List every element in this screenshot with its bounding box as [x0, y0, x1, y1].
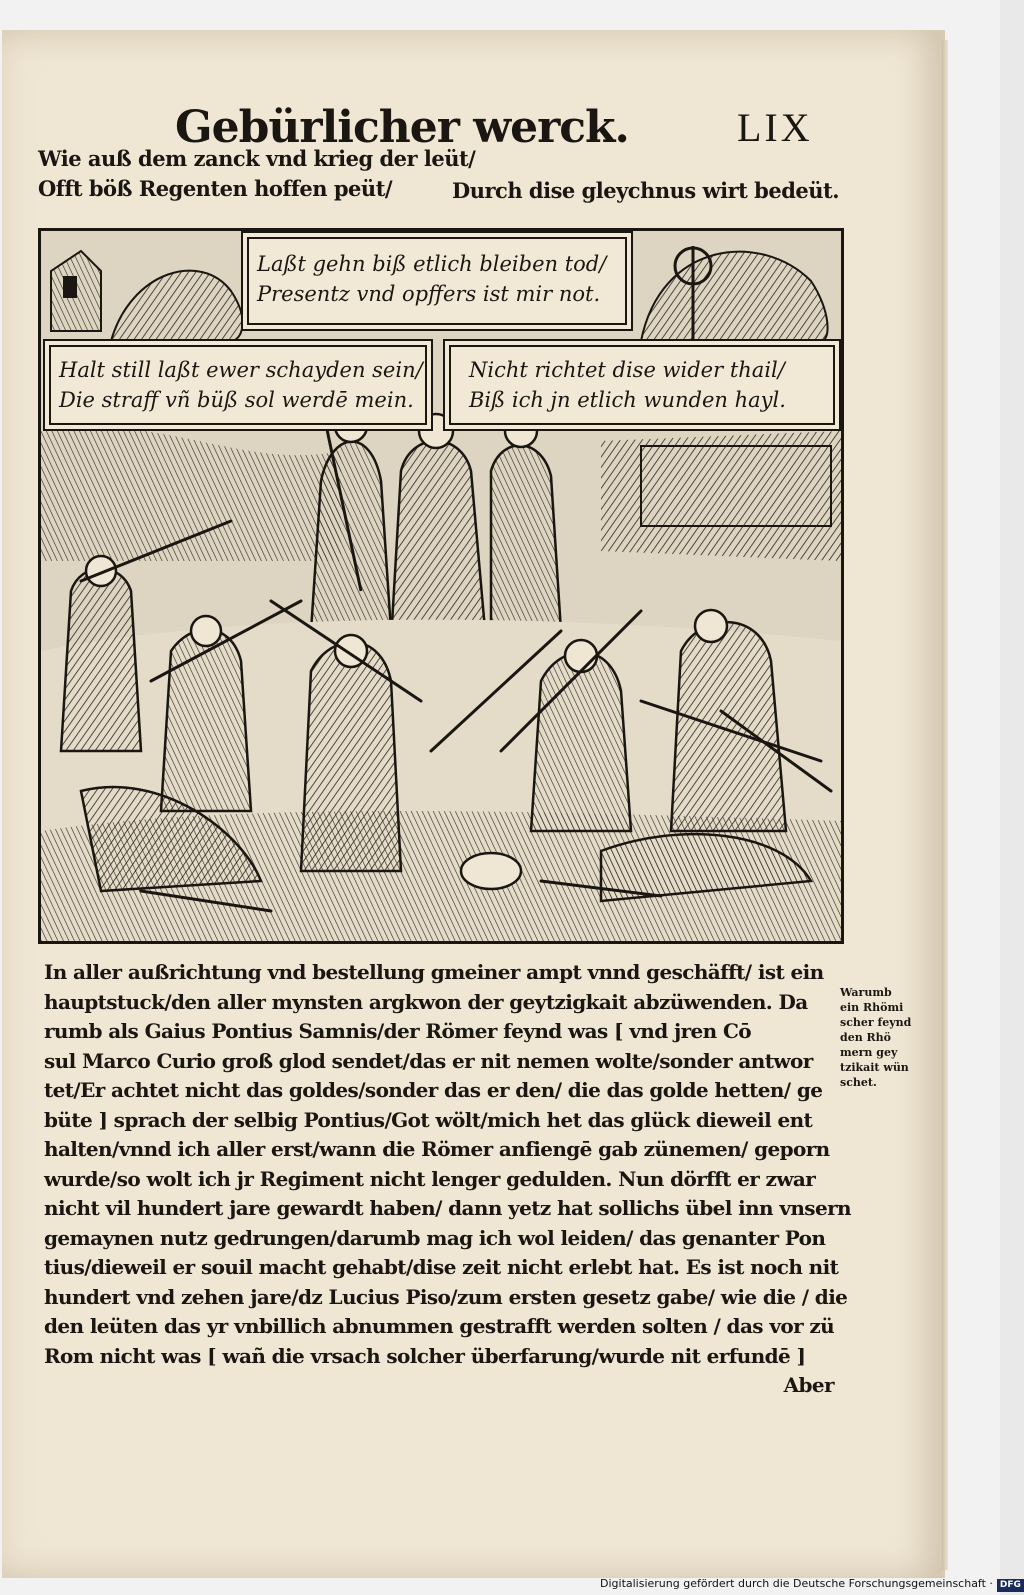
verse-line-1: Wie auß dem zanck vnd krieg der leüt/: [38, 146, 476, 171]
marginal-line: schet.: [840, 1076, 877, 1089]
body-line: rumb als Gaius Pontius Samnis/der Römer feynd was [ vnd jren Cō: [44, 1019, 752, 1043]
verse-line-2b: Durch dise gleychnus wirt bedeüt.: [452, 178, 840, 203]
digitization-credit: [600, 1575, 1021, 1593]
marginal-line: Warumb: [840, 986, 892, 999]
verse-line-2a: Offt böß Regenten hoffen peüt/: [38, 176, 393, 201]
woodcut-illustration: [38, 228, 844, 944]
body-line: büte ] sprach der selbig Pontius/Got wölt/mich het das glück dieweil ent: [44, 1107, 813, 1132]
marginal-line: scher feynd: [840, 1016, 912, 1029]
catchword: Aber: [783, 1373, 834, 1397]
marginal-note: [840, 985, 920, 1090]
body-line: tius/dieweil er souil macht gehabt/dise zeit nicht erlebt hat. Es ist noch nit: [44, 1255, 839, 1279]
running-header-title: Gebürlicher werck.: [175, 102, 629, 153]
marginal-line: mern gey: [840, 1046, 898, 1059]
banner-top-line-1: Laßt gehn biß etlich bleiben tod/: [257, 252, 607, 276]
body-line: halten/vnnd ich aller erst/wann die Römer anfiengē gab zünemen/ geporn: [44, 1137, 830, 1161]
credit-text: Digitalisierung gefördert durch die Deutsche Forschungsgemeinschaft ·: [600, 1577, 993, 1590]
banner-left-line-2: Die straff vñ büß sol werdē mein.: [59, 388, 414, 412]
body-line: hundert vnd zehen jare/dz Lucius Piso/zum ersten gesetz gabe/ wie die / die: [44, 1284, 848, 1309]
banner-left-line-1: Halt still laßt ewer schayden sein/: [59, 358, 423, 382]
body-line: nicht vil hundert jare gewardt haben/ dann yetz hat sollichs übel inn vnsern: [44, 1196, 851, 1220]
marginal-line: tzikait wün: [840, 1061, 909, 1074]
body-line: sul Marco Curio groß glod sendet/das er nit nemen wolte/sonder antwor: [44, 1048, 813, 1073]
folio-number: LIX: [737, 105, 813, 150]
dfg-logo: DFG: [997, 1579, 1024, 1592]
body-line: Rom nicht was [ wañ die vrsach solcher überfarung/wurde nit erfundē ]: [44, 1343, 806, 1368]
body-line: hauptstuck/den aller mynsten argkwon der geytzigkait abzüwenden. Da: [44, 989, 808, 1014]
body-line: In aller außrichtung vnd bestellung gmeiner ampt vnnd geschäfft/ ist ein: [44, 960, 824, 984]
woodcut-engraving: [41, 231, 841, 941]
marginal-line: ein Rhömi: [840, 1001, 904, 1014]
banner-top-line-2: Presentz vnd opffers ist mir not.: [257, 282, 601, 306]
body-line: den leüten das yr vnbillich abnummen gestrafft werden solten / das vor zü: [44, 1314, 835, 1338]
banner-right-line-1: Nicht richtet dise wider thail/: [469, 358, 785, 382]
body-line: tet/Er achtet nicht das goldes/sonder das er den/ die das golde hetten/ ge: [44, 1078, 823, 1102]
body-line: wurde/so wolt ich jr Regiment nicht lenger gedulden. Nun dörfft er zwar: [44, 1166, 816, 1191]
body-line: gemaynen nutz gedrungen/darumb mag ich wol leiden/ das genanter Pon: [44, 1225, 826, 1250]
banner-right-line-2: Biß ich jn etlich wunden hayl.: [469, 388, 786, 412]
banner-right: [443, 339, 841, 431]
page-edge: [942, 40, 948, 1570]
marginal-line: den Rhö: [840, 1031, 891, 1044]
banner-left: [43, 339, 433, 431]
body-text: [44, 958, 851, 1401]
banner-top: [241, 231, 633, 331]
